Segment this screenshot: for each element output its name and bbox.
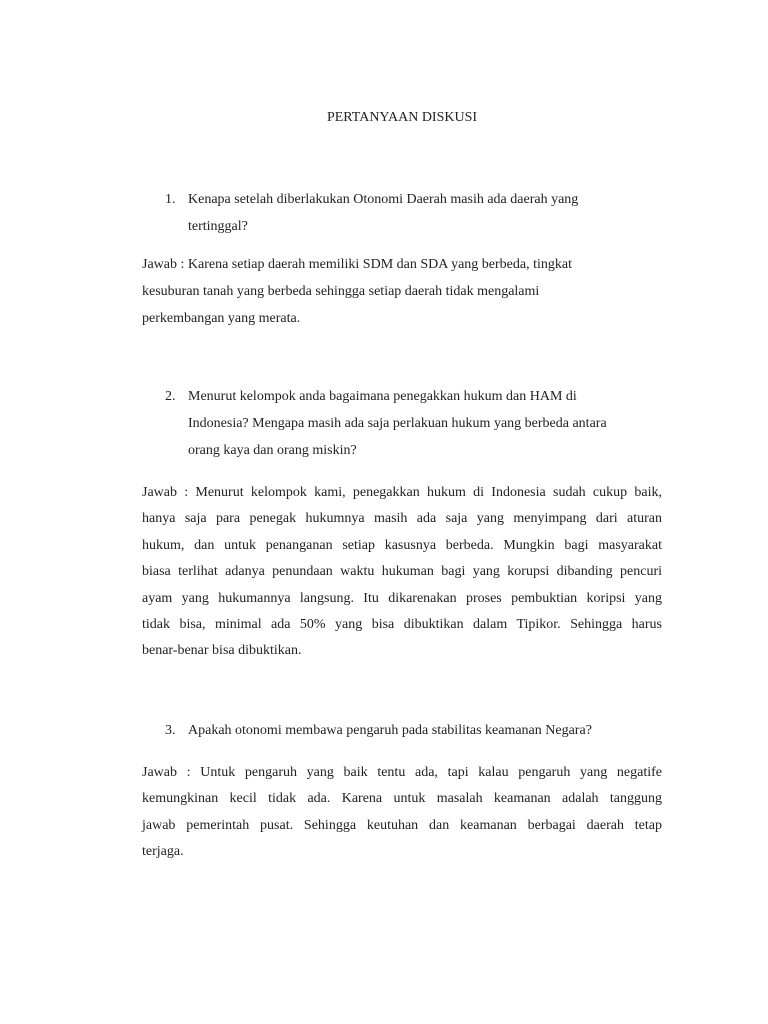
answer-text-line: Jawab : Karena setiap daerah memiliki SDM dan SDA yang berbeda, tingkat xyxy=(142,257,572,272)
question-text-line: Indonesia? Mengapa masih ada saja perlakuan hukum yang berbeda antara xyxy=(188,416,607,431)
question-number: 3. xyxy=(165,723,176,738)
question-number: 2. xyxy=(165,389,176,404)
answer-text-line: kemungkinan kecil tidak ada. Karena untuk masalah keamanan adalah tanggung xyxy=(142,791,662,807)
answer-text-line: terjaga. xyxy=(142,844,184,860)
answer-text-line: biasa terlihat adanya penundaan waktu hukuman bagi yang korupsi dibanding pencuri xyxy=(142,564,662,580)
answer-text-line: tidak bisa, minimal ada 50% yang bisa dibuktikan dalam Tipikor. Sehingga harus xyxy=(142,617,662,632)
answer-text-line: Jawab : Untuk pengaruh yang baik tentu ada, tapi kalau pengaruh yang negatife xyxy=(142,765,662,780)
question-text-line: Kenapa setelah diberlakukan Otonomi Daerah masih ada daerah yang xyxy=(188,192,579,207)
answer-text-line: hukum, dan untuk penanganan setiap kasusnya berbeda. Mungkin bagi masyarakat xyxy=(142,537,662,553)
answer-text-line: benar-benar bisa dibuktikan. xyxy=(142,643,302,659)
answer-text-line: jawab pemerintah pusat. Sehingga keutuhan dan keamanan berbagai daerah tetap xyxy=(142,817,662,833)
page-title: PERTANYAAN DISKUSI xyxy=(326,110,478,125)
answer-text-line: kesuburan tanah yang berbeda sehingga setiap daerah tidak mengalami xyxy=(142,284,540,299)
answer-text-line: ayam yang hukumannya langsung. Itu dikarenakan proses pembuktian koripsi yang xyxy=(142,590,662,606)
question-text-line: orang kaya dan orang miskin? xyxy=(188,443,357,458)
question-text-line: Apakah otonomi membawa pengaruh pada stabilitas keamanan Negara? xyxy=(188,723,592,738)
answer-text-line: perkembangan yang merata. xyxy=(142,311,301,326)
answer-text-line: hanya saja para penegak hukumnya masih ada saja yang menyimpang dari aturan xyxy=(142,511,662,527)
question-text-line: Menurut kelompok anda bagaimana penegakkan hukum dan HAM di xyxy=(188,389,577,404)
question-number: 1. xyxy=(165,192,176,207)
question-text-line: tertinggal? xyxy=(188,219,248,234)
answer-text-line: Jawab : Menurut kelompok kami, penegakkan hukum di Indonesia sudah cukup baik, xyxy=(142,485,662,500)
